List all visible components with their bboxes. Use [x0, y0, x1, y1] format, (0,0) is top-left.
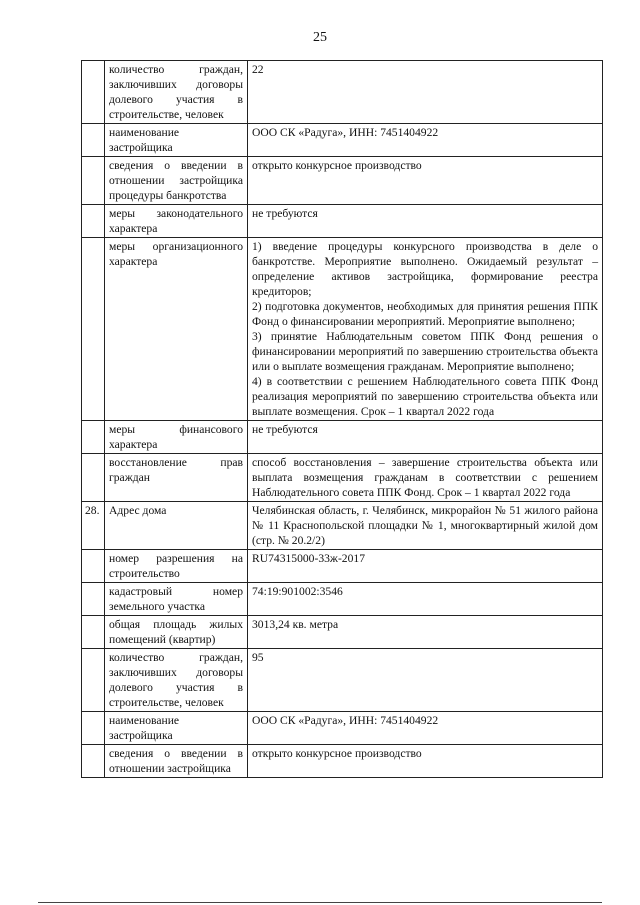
table-row [82, 583, 603, 616]
table-row [82, 712, 603, 745]
field-value-cell: открыто конкурсное производство [248, 745, 603, 778]
table-row [82, 454, 603, 502]
field-label-cell: количество граждан, заключивших договоры долевого участия в строительстве, человек [105, 649, 248, 712]
table-row [82, 205, 603, 238]
field-label-cell: сведения о введении в отношении застройщика [105, 745, 248, 778]
table-row [82, 238, 603, 421]
table-row [82, 157, 603, 205]
field-value-cell: ООО СК «Радуга», ИНН: 7451404922 [248, 124, 603, 157]
field-value-cell: RU74315000-33ж-2017 [248, 550, 603, 583]
table-row [82, 745, 603, 778]
field-value-cell: ООО СК «Радуга», ИНН: 7451404922 [248, 712, 603, 745]
row-number-cell [82, 583, 105, 616]
field-label-cell: наименование застройщика [105, 124, 248, 157]
field-label-cell: Адрес дома [105, 502, 248, 550]
table-row [82, 649, 603, 712]
page-number: 25 [313, 30, 327, 45]
row-number-cell [82, 157, 105, 205]
row-number-cell [82, 421, 105, 454]
table-row [82, 550, 603, 583]
field-value-cell: 1) введение процедуры конкурсного производства в деле о банкротстве. Мероприятие выполнено. Ожидаемый результат – определение активов застройщика, формирование реестра кредиторов; 2) подготовка документов, необходимых для принятия решения ППК Фонд о финансировании мероприятий. Мероприятие выполнено; 3) принятие Наблюдательным советом ППК Фонд решения о финансировании мероприятий по завершению строительства объекта или о выплате возмещения гражданам. Мероприятие выполнено; 4) в соответствии с решением Наблюдательного совета ППК Фонд реализация мероприятий по завершению строительства объекта или выплате возмещения. Срок – 1 квартал 2022 года [248, 238, 603, 421]
field-label-cell: меры финансового характера [105, 421, 248, 454]
table-row [82, 616, 603, 649]
field-label-cell: общая площадь жилых помещений (квартир) [105, 616, 248, 649]
field-value-cell: не требуются [248, 421, 603, 454]
field-label-cell: восстановление прав граждан [105, 454, 248, 502]
table-row [82, 124, 603, 157]
row-number-cell [82, 454, 105, 502]
table-row [82, 421, 603, 454]
field-value-cell: 3013,24 кв. метра [248, 616, 603, 649]
field-label-cell: меры организационного характера [105, 238, 248, 421]
row-number-cell [82, 124, 105, 157]
table-row [82, 502, 603, 550]
row-number-cell [82, 550, 105, 583]
page-bottom-divider [38, 902, 602, 903]
field-value-cell: 22 [248, 61, 603, 124]
table-row [82, 61, 603, 124]
row-number-cell [82, 205, 105, 238]
row-number-cell [82, 712, 105, 745]
row-number-cell [82, 61, 105, 124]
field-value-cell: открыто конкурсное производство [248, 157, 603, 205]
field-value-cell: способ восстановления – завершение строительства объекта или выплата возмещения гражданам в соответствии с решением Наблюдательного совета ППК Фонд. Срок – 1 квартал 2022 года [248, 454, 603, 502]
field-label-cell: количество граждан, заключивших договоры долевого участия в строительстве, человек [105, 61, 248, 124]
field-label-cell: номер разрешения на строительство [105, 550, 248, 583]
field-value-cell: не требуются [248, 205, 603, 238]
row-number-cell [82, 616, 105, 649]
row-number-cell: 28. [82, 502, 105, 550]
field-label-cell: сведения о введении в отношении застройщика процедуры банкротства [105, 157, 248, 205]
housing-table [81, 60, 603, 778]
row-number-cell [82, 745, 105, 778]
row-number-cell [82, 238, 105, 421]
field-value-cell: Челябинская область, г. Челябинск, микрорайон № 51 жилого района № 11 Краснопольской площадки № 1, многоквартирный жилой дом (стр. № 20.2/2) [248, 502, 603, 550]
field-label-cell: меры законодательного характера [105, 205, 248, 238]
field-value-cell: 74:19:901002:3546 [248, 583, 603, 616]
field-label-cell: наименование застройщика [105, 712, 248, 745]
row-number-cell [82, 649, 105, 712]
field-value-cell: 95 [248, 649, 603, 712]
field-label-cell: кадастровый номер земельного участка [105, 583, 248, 616]
